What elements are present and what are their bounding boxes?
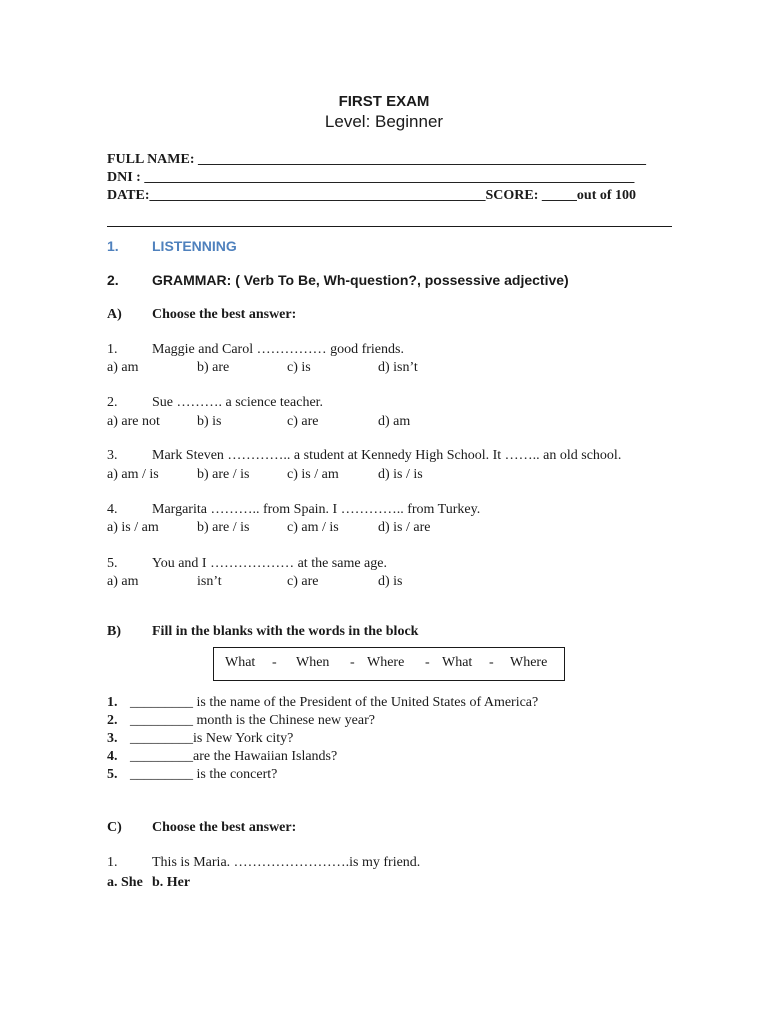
answer-option: c) is / am <box>287 467 339 482</box>
answer-option: a) is / am <box>107 520 159 535</box>
part-c-letter: C) <box>107 820 122 835</box>
answer-option: a) am <box>107 360 139 375</box>
answer-option: b) are / is <box>197 520 250 535</box>
word-block-word: What <box>442 655 473 670</box>
part-b-letter: B) <box>107 624 121 639</box>
header-divider <box>107 226 672 227</box>
question-number: 4. <box>107 502 118 517</box>
question-number: 3. <box>107 448 118 463</box>
word-block-word: When <box>296 655 330 670</box>
part-a-letter: A) <box>107 307 122 322</box>
fill-item-number: 5. <box>107 767 118 782</box>
question-text: This is Maria. …………………….is my friend. <box>152 855 421 870</box>
question-text: Margarita ……….. from Spain. I ………….. from Turkey. <box>152 502 481 517</box>
section-1-number: 1. <box>107 238 119 254</box>
answer-option: c) is <box>287 360 311 375</box>
section-2-number: 2. <box>107 272 119 288</box>
word-block-separator: - <box>489 655 494 670</box>
answer-option: c) am / is <box>287 520 339 535</box>
question-number: 1. <box>107 342 118 357</box>
answer-option: d) is <box>378 574 403 589</box>
answer-option: d) is / is <box>378 467 423 482</box>
answer-option: b. Her <box>152 875 191 890</box>
question-number: 5. <box>107 556 118 571</box>
word-block-separator: - <box>272 655 277 670</box>
section-grammar-title: GRAMMAR: ( Verb To Be, Wh-question?, possessive adjective) <box>152 272 569 288</box>
answer-option: d) isn’t <box>378 360 418 375</box>
question-text: Mark Steven ………….. a student at Kennedy High School. It …….. an old school. <box>152 448 622 463</box>
answer-option: a) are not <box>107 414 160 429</box>
question-text: Maggie and Carol …………… good friends. <box>152 342 404 357</box>
fill-item-text: _________ month is the Chinese new year? <box>130 713 375 728</box>
date-score-field: DATE:________________________________________________SCORE: _____out of 100 <box>107 188 637 203</box>
question-text: You and I ……………… at the same age. <box>152 556 387 571</box>
exam-title: FIRST EXAM <box>338 93 430 110</box>
answer-option: isn’t <box>197 574 222 589</box>
answer-option: d) am <box>378 414 411 429</box>
answer-option: d) is / are <box>378 520 431 535</box>
fill-item-text: _________is New York city? <box>130 731 294 746</box>
word-block-separator: - <box>425 655 430 670</box>
question-number: 2. <box>107 395 118 410</box>
answer-option: a) am / is <box>107 467 159 482</box>
section-listening-title: LISTENNING <box>152 238 237 254</box>
part-c-instruction: Choose the best answer: <box>152 820 297 835</box>
fill-item-number: 2. <box>107 713 118 728</box>
dni-field: DNI : ______________________________________________________________________ <box>107 170 635 185</box>
fill-item-text: _________ is the concert? <box>130 767 278 782</box>
answer-option: a) am <box>107 574 139 589</box>
word-block-word: Where <box>367 655 405 670</box>
answer-option: c) are <box>287 574 319 589</box>
answer-option: c) are <box>287 414 319 429</box>
question-number: 1. <box>107 855 118 870</box>
answer-option: b) are / is <box>197 467 250 482</box>
full-name-field: FULL NAME: ________________________________________________________________ <box>107 152 646 167</box>
word-block-word: Where <box>510 655 548 670</box>
question-text: Sue ………. a science teacher. <box>152 395 324 410</box>
answer-option: b) are <box>197 360 230 375</box>
fill-item-number: 4. <box>107 749 118 764</box>
part-a-instruction: Choose the best answer: <box>152 307 297 322</box>
fill-item-number: 3. <box>107 731 118 746</box>
fill-item-number: 1. <box>107 695 118 710</box>
answer-option: a. She <box>107 875 143 890</box>
part-b-instruction: Fill in the blanks with the words in the block <box>152 624 419 639</box>
answer-option: b) is <box>197 414 222 429</box>
exam-level: Level: Beginner <box>324 112 444 131</box>
word-block-word: What <box>225 655 256 670</box>
fill-item-text: _________are the Hawaiian Islands? <box>130 749 338 764</box>
fill-item-text: _________ is the name of the President of the United States of America? <box>130 695 539 710</box>
word-block-separator: - <box>350 655 355 670</box>
